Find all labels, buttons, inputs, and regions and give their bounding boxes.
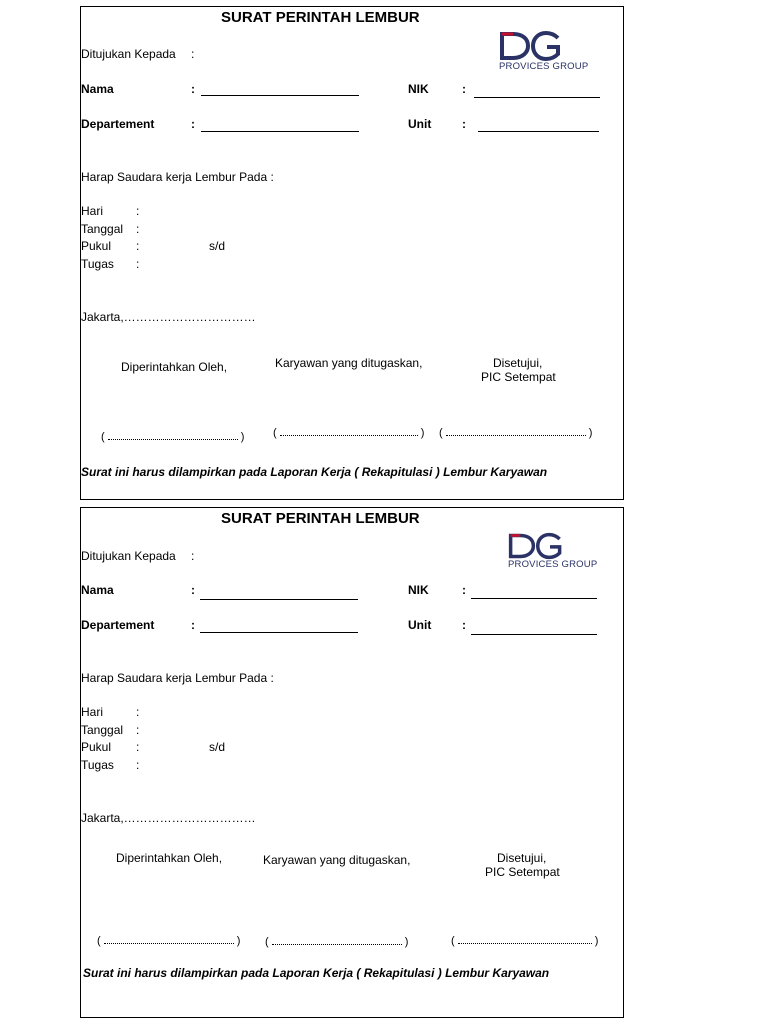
sig2-signature-line[interactable]: ( ) (265, 936, 409, 948)
form-title: SURAT PERINTAH LEMBUR (221, 9, 420, 26)
sig3-label-line2: PIC Setempat (481, 370, 556, 384)
hari-label: Hari (81, 204, 104, 218)
unit-colon: : (462, 117, 466, 131)
nama-field[interactable] (201, 95, 359, 96)
jakarta-date-line: Jakarta,…………………………… (81, 811, 256, 825)
nama-colon: : (191, 583, 195, 597)
tanggal-label: Tanggal (81, 222, 124, 236)
unit-label: Unit (408, 117, 432, 131)
logo-name: PROVICES GROUP (499, 61, 589, 72)
form-title: SURAT PERINTAH LEMBUR (221, 510, 420, 527)
sig3-label-line1: Disetujui, (493, 356, 543, 370)
nik-label: NIK (408, 82, 429, 96)
departement-colon: : (191, 618, 195, 632)
tanggal-label: Tanggal (81, 723, 124, 737)
logo-mark-icon (499, 31, 563, 61)
departement-colon: : (191, 117, 195, 131)
pukul-label: Pukul (81, 740, 112, 754)
ditujukan-colon: : (191, 549, 195, 563)
nama-label: Nama (81, 82, 114, 96)
sig3-signature-line[interactable]: ( ) (439, 427, 593, 439)
logo-mark-icon (508, 532, 564, 560)
unit-field[interactable] (478, 131, 599, 132)
sig2-signature-line[interactable]: ( ) (273, 427, 425, 439)
sig3-label-line1: Disetujui, (497, 851, 547, 865)
jakarta-date-line: Jakarta,…………………………… (81, 310, 256, 324)
nama-field[interactable] (200, 599, 358, 600)
tanggal-colon: : (136, 222, 140, 236)
unit-field[interactable] (471, 634, 597, 635)
nik-field[interactable] (474, 97, 600, 98)
tugas-colon: : (136, 257, 140, 271)
departement-field[interactable] (200, 632, 358, 633)
unit-label: Unit (408, 618, 432, 632)
sig3-label-line2: PIC Setempat (485, 865, 560, 879)
footer-note: Surat ini harus dilampirkan pada Laporan Kerja ( Rekapitulasi ) Lembur Karyawan (83, 966, 550, 980)
sig2-label: Karyawan yang ditugaskan, (263, 853, 411, 867)
tugas-label: Tugas (81, 257, 114, 271)
nik-colon: : (462, 583, 466, 597)
logo-name: PROVICES GROUP (508, 559, 598, 570)
overtime-form-1 (80, 6, 624, 500)
tanggal-colon: : (136, 723, 140, 737)
nama-label: Nama (81, 583, 114, 597)
sd-text: s/d (209, 740, 226, 754)
sig1-label: Diperintahkan Oleh, (121, 360, 228, 374)
hari-colon: : (136, 705, 140, 719)
harap-text: Harap Saudara kerja Lembur Pada : (81, 671, 274, 685)
sig2-label: Karyawan yang ditugaskan, (275, 356, 423, 370)
hari-label: Hari (81, 705, 104, 719)
departement-label: Departement (81, 117, 155, 131)
sig3-signature-line[interactable]: ( ) (451, 935, 599, 947)
ditujukan-label: Ditujukan Kepada (81, 47, 176, 61)
harap-text: Harap Saudara kerja Lembur Pada : (81, 170, 274, 184)
nik-field[interactable] (471, 598, 597, 599)
departement-label: Departement (81, 618, 155, 632)
tugas-label: Tugas (81, 758, 114, 772)
hari-colon: : (136, 204, 140, 218)
unit-colon: : (462, 618, 466, 632)
nama-colon: : (191, 82, 195, 96)
sig1-signature-line[interactable]: ( ) (97, 935, 241, 947)
nik-label: NIK (408, 583, 429, 597)
tugas-colon: : (136, 758, 140, 772)
pukul-colon: : (136, 239, 140, 253)
departement-field[interactable] (201, 131, 359, 132)
overtime-form-2 (80, 507, 624, 1018)
sig1-label: Diperintahkan Oleh, (116, 851, 223, 865)
ditujukan-label: Ditujukan Kepada (81, 549, 176, 563)
sig1-signature-line[interactable]: ( ) (101, 431, 245, 443)
pukul-label: Pukul (81, 239, 112, 253)
pukul-colon: : (136, 740, 140, 754)
nik-colon: : (462, 82, 466, 96)
footer-note: Surat ini harus dilampirkan pada Laporan Kerja ( Rekapitulasi ) Lembur Karyawan (81, 465, 548, 479)
ditujukan-colon: : (191, 47, 195, 61)
sd-text: s/d (209, 239, 226, 253)
